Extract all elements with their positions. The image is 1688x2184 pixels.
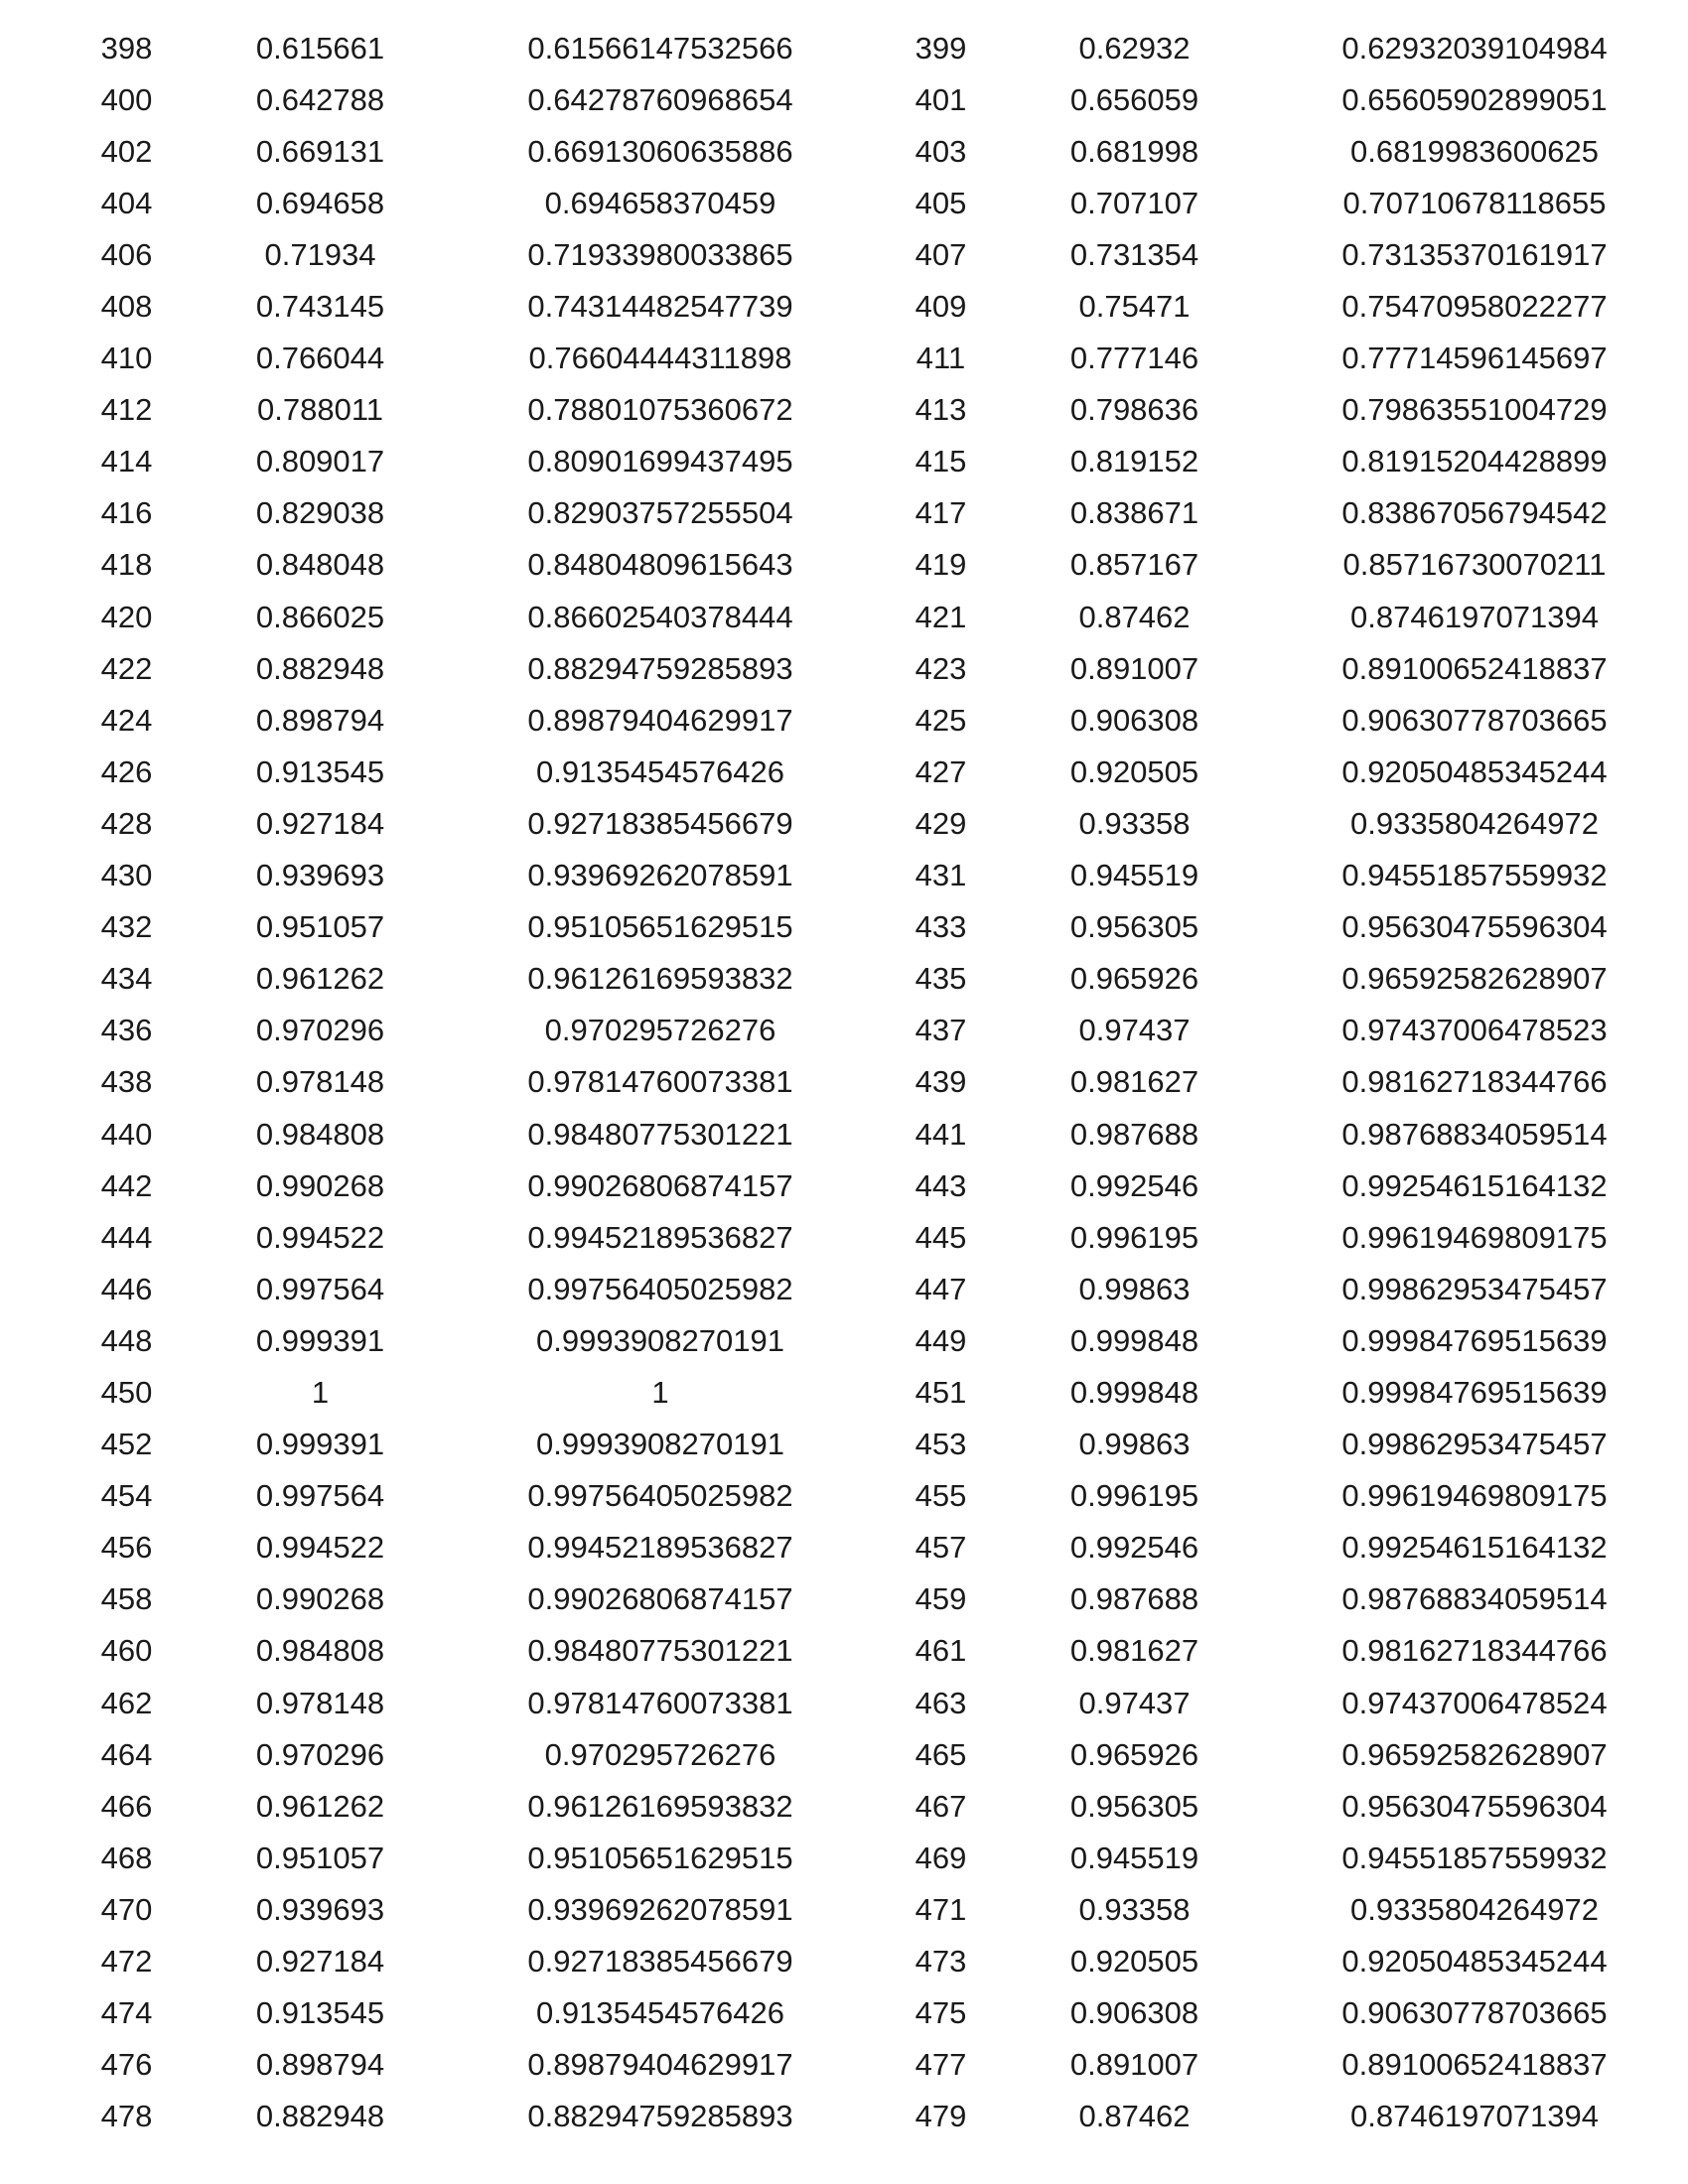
cell-left-long-value: 0.86602540378444 (527, 599, 793, 634)
cell-right-index: 411 (915, 341, 966, 376)
cell-right-long-value: 0.9335804264972 (1350, 805, 1599, 841)
cell-left-index: 408 (100, 289, 153, 325)
cell-left-long-value: 0.71933980033865 (527, 236, 793, 272)
cell-left-index: 418 (100, 547, 153, 583)
cell-right-short-value: 0.87462 (1078, 599, 1191, 634)
table-row (60, 539, 1688, 591)
cell-left-index: 458 (100, 1581, 153, 1617)
table-row (60, 1522, 1688, 1573)
cell-left-short-value: 0.939693 (255, 858, 385, 893)
cell-right-short-value: 0.62932 (1078, 30, 1191, 66)
cell-right-long-value: 0.97437006478524 (1341, 1685, 1608, 1720)
cell-right-index: 461 (914, 1633, 967, 1669)
cell-right-index: 433 (914, 909, 967, 945)
table-row (60, 1314, 1688, 1366)
cell-right-index: 445 (914, 1219, 967, 1255)
cell-right-index: 425 (914, 702, 967, 738)
cell-right-index: 403 (914, 133, 967, 169)
cell-right-index: 457 (914, 1530, 967, 1566)
cell-left-long-value: 0.95105651629515 (527, 1840, 793, 1875)
cell-right-long-value: 0.98162718344766 (1341, 1064, 1608, 1100)
cell-right-short-value: 0.999848 (1069, 1322, 1199, 1358)
cell-left-short-value: 0.898794 (255, 2047, 385, 2083)
table-row (60, 228, 1688, 280)
cell-left-index: 432 (100, 909, 153, 945)
cell-right-long-value: 0.8746197071394 (1350, 599, 1599, 634)
cell-right-long-value: 0.98768834059514 (1341, 1581, 1608, 1617)
cell-left-index: 464 (100, 1736, 153, 1772)
cell-right-long-value: 0.83867056794542 (1341, 495, 1608, 531)
cell-right-short-value: 0.891007 (1069, 650, 1199, 686)
table-row (60, 333, 1688, 384)
cell-right-short-value: 0.987688 (1069, 1116, 1199, 1152)
table-row (60, 1470, 1688, 1522)
cell-left-long-value: 0.98480775301221 (527, 1633, 793, 1669)
cell-left-long-value: 0.970295726276 (544, 1013, 776, 1048)
cell-left-short-value: 0.913545 (255, 1995, 385, 2031)
cell-left-long-value: 0.92718385456679 (527, 1944, 793, 1979)
table-row (60, 487, 1688, 539)
cell-left-short-value: 0.669131 (255, 133, 385, 169)
cell-right-index: 447 (914, 1271, 967, 1306)
cell-left-short-value: 0.829038 (255, 495, 385, 531)
cell-left-long-value: 0.76604444311898 (528, 341, 792, 376)
cell-right-index: 413 (914, 392, 967, 428)
table-row (60, 1883, 1688, 1935)
table-row (60, 1728, 1688, 1780)
cell-right-index: 427 (914, 753, 967, 789)
cell-left-long-value: 0.99756405025982 (527, 1478, 793, 1514)
table-row (60, 1005, 1688, 1056)
cell-right-short-value: 0.965926 (1069, 961, 1199, 997)
cell-right-short-value: 0.999848 (1069, 1374, 1199, 1410)
cell-left-index: 426 (100, 753, 153, 789)
cell-right-index: 409 (914, 289, 967, 325)
cell-left-short-value: 0.997564 (255, 1271, 385, 1306)
cell-left-index: 476 (100, 2047, 153, 2083)
cell-right-long-value: 0.62932039104984 (1341, 30, 1608, 66)
cell-right-index: 455 (914, 1478, 967, 1514)
cell-right-long-value: 0.99984769515639 (1341, 1322, 1608, 1358)
table-row (60, 850, 1688, 901)
cell-left-index: 460 (100, 1633, 153, 1669)
cell-right-long-value: 0.92050485345244 (1341, 1944, 1608, 1979)
cell-right-long-value: 0.79863551004729 (1341, 392, 1608, 428)
cell-left-long-value: 0.80901699437495 (527, 444, 793, 479)
cell-left-short-value: 0.970296 (255, 1013, 385, 1048)
cell-left-index: 446 (100, 1271, 153, 1306)
cell-left-short-value: 0.913545 (255, 753, 385, 789)
cell-left-index: 444 (100, 1219, 153, 1255)
cell-right-index: 423 (914, 650, 967, 686)
cell-right-long-value: 0.73135370161917 (1341, 236, 1608, 272)
cell-left-index: 442 (100, 1167, 153, 1203)
cell-right-long-value: 0.65605902899051 (1341, 81, 1608, 117)
cell-left-long-value: 0.88294759285893 (527, 650, 793, 686)
cell-left-short-value: 1 (311, 1374, 330, 1410)
cell-right-long-value: 0.85716730070211 (1342, 547, 1607, 583)
cell-left-short-value: 0.997564 (255, 1478, 385, 1514)
cell-left-short-value: 0.898794 (255, 702, 385, 738)
cell-left-index: 472 (100, 1944, 153, 1979)
cell-right-long-value: 0.6819983600625 (1350, 133, 1599, 169)
table-row (60, 1573, 1688, 1625)
cell-left-short-value: 0.694658 (255, 185, 385, 220)
table-row (60, 1211, 1688, 1263)
cell-left-long-value: 0.99026806874157 (527, 1581, 793, 1617)
cell-left-short-value: 0.927184 (255, 1944, 385, 1979)
cell-left-index: 412 (100, 392, 153, 428)
table-row (60, 694, 1688, 746)
table-row (60, 1160, 1688, 1211)
cell-left-index: 440 (100, 1116, 153, 1152)
cell-right-short-value: 0.97437 (1078, 1685, 1191, 1720)
cell-right-long-value: 0.96592582628907 (1341, 1736, 1608, 1772)
cell-right-index: 443 (914, 1167, 967, 1203)
cell-left-long-value: 0.97814760073381 (527, 1064, 793, 1100)
cell-left-index: 466 (100, 1788, 153, 1824)
cell-left-long-value: 0.96126169593832 (527, 961, 793, 997)
cell-right-long-value: 0.77714596145697 (1341, 341, 1608, 376)
cell-right-index: 401 (914, 81, 967, 117)
cell-right-long-value: 0.95630475596304 (1341, 909, 1608, 945)
cell-left-long-value: 0.66913060635886 (527, 133, 793, 169)
cell-right-long-value: 0.9335804264972 (1350, 1891, 1599, 1927)
cell-right-long-value: 0.81915204428899 (1341, 444, 1608, 479)
cell-right-short-value: 0.857167 (1069, 547, 1199, 583)
cell-left-short-value: 0.71934 (264, 236, 376, 272)
cell-left-long-value: 0.9135454576426 (536, 1995, 784, 2031)
cell-right-short-value: 0.777146 (1069, 341, 1199, 376)
cell-right-short-value: 0.996195 (1069, 1219, 1199, 1255)
cell-left-short-value: 0.927184 (255, 805, 385, 841)
cell-left-index: 402 (100, 133, 153, 169)
table-row (60, 1987, 1688, 2039)
cell-right-index: 465 (914, 1736, 967, 1772)
cell-left-long-value: 0.99756405025982 (527, 1271, 793, 1306)
cell-left-index: 416 (100, 495, 153, 531)
table-row (60, 2091, 1688, 2142)
cell-left-short-value: 0.990268 (255, 1581, 385, 1617)
cell-right-index: 467 (914, 1788, 967, 1824)
cell-right-short-value: 0.75471 (1078, 289, 1191, 325)
cell-right-index: 415 (914, 444, 967, 479)
cell-left-index: 410 (100, 341, 153, 376)
cell-left-index: 422 (100, 650, 153, 686)
cell-left-index: 474 (100, 1995, 153, 2031)
table-row (60, 22, 1688, 73)
cell-right-index: 407 (914, 236, 967, 272)
cell-left-index: 452 (100, 1427, 153, 1462)
table-row (60, 1677, 1688, 1728)
value-table-body (60, 22, 1688, 2142)
cell-left-long-value: 0.78801075360672 (527, 392, 793, 428)
cell-left-index: 468 (100, 1840, 153, 1875)
cell-right-short-value: 0.891007 (1069, 2047, 1199, 2083)
cell-left-short-value: 0.615661 (255, 30, 385, 66)
cell-left-index: 438 (100, 1064, 153, 1100)
cell-left-index: 420 (100, 599, 153, 634)
cell-left-long-value: 0.61566147532566 (527, 30, 793, 66)
cell-right-short-value: 0.99863 (1078, 1271, 1191, 1306)
cell-right-long-value: 0.89100652418837 (1341, 2047, 1608, 2083)
cell-right-long-value: 0.92050485345244 (1341, 753, 1608, 789)
cell-left-index: 448 (100, 1322, 153, 1358)
cell-left-index: 424 (100, 702, 153, 738)
cell-left-long-value: 0.9993908270191 (536, 1322, 784, 1358)
cell-left-short-value: 0.990268 (255, 1167, 385, 1203)
cell-left-short-value: 0.788011 (257, 392, 383, 428)
cell-left-long-value: 0.99452189536827 (527, 1530, 793, 1566)
cell-left-short-value: 0.984808 (255, 1116, 385, 1152)
cell-left-long-value: 0.89879404629917 (527, 2047, 793, 2083)
cell-right-short-value: 0.819152 (1069, 444, 1199, 479)
cell-left-index: 454 (100, 1478, 153, 1514)
cell-left-long-value: 0.96126169593832 (527, 1788, 793, 1824)
cell-left-short-value: 0.642788 (255, 81, 385, 117)
table-row (60, 901, 1688, 953)
cell-left-long-value: 0.93969262078591 (527, 858, 793, 893)
table-row (60, 280, 1688, 332)
cell-left-index: 462 (100, 1685, 153, 1720)
cell-left-long-value: 0.64278760968654 (527, 81, 793, 117)
cell-right-short-value: 0.99863 (1078, 1427, 1191, 1462)
table-row (60, 2039, 1688, 2091)
cell-left-index: 428 (100, 805, 153, 841)
table-row (60, 1625, 1688, 1677)
cell-right-short-value: 0.656059 (1069, 81, 1199, 117)
cell-right-short-value: 0.798636 (1069, 392, 1199, 428)
cell-left-short-value: 0.743145 (255, 289, 385, 325)
cell-left-long-value: 0.89879404629917 (527, 702, 793, 738)
cell-right-long-value: 0.99254615164132 (1341, 1167, 1608, 1203)
cell-left-short-value: 0.999391 (255, 1427, 385, 1462)
cell-right-short-value: 0.956305 (1069, 1788, 1199, 1824)
cell-right-short-value: 0.920505 (1069, 1944, 1199, 1979)
cell-right-index: 471 (914, 1891, 967, 1927)
cell-right-long-value: 0.96592582628907 (1341, 961, 1608, 997)
cell-right-long-value: 0.89100652418837 (1341, 650, 1608, 686)
cell-left-index: 414 (100, 444, 153, 479)
cell-left-short-value: 0.848048 (255, 547, 385, 583)
table-row (60, 125, 1688, 177)
cell-left-index: 450 (100, 1374, 153, 1410)
cell-left-long-value: 0.92718385456679 (527, 805, 793, 841)
cell-right-short-value: 0.992546 (1069, 1530, 1199, 1566)
cell-right-index: 419 (914, 547, 967, 583)
value-table (60, 22, 1688, 2142)
cell-left-long-value: 0.694658370459 (544, 185, 776, 220)
cell-right-index: 421 (914, 599, 967, 634)
cell-right-index: 479 (914, 2099, 967, 2134)
cell-left-short-value: 0.882948 (255, 2099, 385, 2134)
cell-right-long-value: 0.99254615164132 (1341, 1530, 1608, 1566)
cell-right-long-value: 0.97437006478523 (1341, 1013, 1608, 1048)
cell-right-short-value: 0.996195 (1069, 1478, 1199, 1514)
cell-left-index: 406 (100, 236, 153, 272)
table-row (60, 1366, 1688, 1418)
cell-right-long-value: 0.99862953475457 (1341, 1427, 1608, 1462)
table-row (60, 436, 1688, 487)
cell-left-index: 398 (100, 30, 153, 66)
table-row (60, 746, 1688, 797)
table-row (60, 1780, 1688, 1832)
cell-right-index: 437 (914, 1013, 967, 1048)
table-row (60, 591, 1688, 642)
cell-right-short-value: 0.838671 (1069, 495, 1199, 531)
cell-right-short-value: 0.945519 (1069, 858, 1199, 893)
cell-right-long-value: 0.70710678118655 (1342, 185, 1607, 220)
cell-right-short-value: 0.945519 (1069, 1840, 1199, 1875)
cell-right-index: 417 (914, 495, 967, 531)
cell-right-short-value: 0.981627 (1069, 1064, 1199, 1100)
cell-right-short-value: 0.93358 (1078, 1891, 1191, 1927)
cell-left-long-value: 0.82903757255504 (527, 495, 793, 531)
cell-left-short-value: 0.970296 (255, 1736, 385, 1772)
cell-left-long-value: 0.970295726276 (544, 1736, 776, 1772)
table-row (60, 1263, 1688, 1314)
cell-right-short-value: 0.906308 (1069, 1995, 1199, 2031)
cell-left-short-value: 0.984808 (255, 1633, 385, 1669)
cell-right-index: 475 (914, 1995, 967, 2031)
cell-right-index: 441 (914, 1116, 967, 1152)
cell-left-long-value: 0.95105651629515 (527, 909, 793, 945)
cell-left-index: 478 (100, 2099, 153, 2134)
cell-left-short-value: 0.978148 (255, 1064, 385, 1100)
cell-right-index: 463 (914, 1685, 967, 1720)
cell-right-short-value: 0.965926 (1069, 1736, 1199, 1772)
table-row (60, 1935, 1688, 1986)
cell-right-short-value: 0.906308 (1069, 702, 1199, 738)
cell-right-long-value: 0.98162718344766 (1341, 1633, 1608, 1669)
cell-left-long-value: 0.99026806874157 (527, 1167, 793, 1203)
cell-left-long-value: 0.84804809615643 (527, 547, 793, 583)
table-row (60, 1056, 1688, 1108)
cell-left-long-value: 0.99452189536827 (527, 1219, 793, 1255)
cell-left-short-value: 0.961262 (255, 1788, 385, 1824)
cell-left-short-value: 0.999391 (255, 1322, 385, 1358)
table-row (60, 1419, 1688, 1470)
cell-right-short-value: 0.707107 (1069, 185, 1199, 220)
cell-right-index: 435 (914, 961, 967, 997)
cell-right-short-value: 0.93358 (1078, 805, 1191, 841)
cell-left-long-value: 0.98480775301221 (527, 1116, 793, 1152)
cell-right-long-value: 0.99862953475457 (1341, 1271, 1608, 1306)
table-row (60, 1108, 1688, 1160)
cell-right-long-value: 0.95630475596304 (1341, 1788, 1608, 1824)
cell-left-short-value: 0.939693 (255, 1891, 385, 1927)
table-row (60, 797, 1688, 849)
cell-left-index: 400 (100, 81, 153, 117)
cell-right-index: 451 (914, 1374, 967, 1410)
table-row (60, 177, 1688, 228)
cell-left-index: 430 (100, 858, 153, 893)
cell-left-index: 434 (100, 961, 153, 997)
cell-right-short-value: 0.992546 (1069, 1167, 1199, 1203)
cell-right-index: 405 (914, 185, 967, 220)
cell-right-long-value: 0.98768834059514 (1341, 1116, 1608, 1152)
cell-right-index: 477 (914, 2047, 967, 2083)
cell-left-short-value: 0.951057 (255, 909, 385, 945)
cell-left-short-value: 0.766044 (255, 341, 385, 376)
cell-right-long-value: 0.75470958022277 (1341, 289, 1608, 325)
table-row (60, 953, 1688, 1005)
cell-right-index: 429 (914, 805, 967, 841)
cell-left-short-value: 0.866025 (255, 599, 385, 634)
cell-right-index: 431 (914, 858, 967, 893)
cell-left-short-value: 0.961262 (255, 961, 385, 997)
cell-left-long-value: 0.88294759285893 (527, 2099, 793, 2134)
cell-left-long-value: 0.9135454576426 (536, 753, 784, 789)
cell-left-short-value: 0.951057 (255, 1840, 385, 1875)
table-row (60, 73, 1688, 125)
cell-right-short-value: 0.97437 (1078, 1013, 1191, 1048)
cell-right-long-value: 0.94551857559932 (1341, 858, 1608, 893)
cell-left-short-value: 0.994522 (255, 1219, 385, 1255)
cell-right-long-value: 0.94551857559932 (1341, 1840, 1608, 1875)
table-row (60, 384, 1688, 436)
cell-left-long-value: 1 (651, 1374, 669, 1410)
cell-left-short-value: 0.809017 (255, 444, 385, 479)
cell-right-index: 473 (914, 1944, 967, 1979)
cell-right-long-value: 0.99619469809175 (1341, 1478, 1608, 1514)
cell-right-long-value: 0.90630778703665 (1341, 1995, 1608, 2031)
cell-right-long-value: 0.90630778703665 (1341, 702, 1608, 738)
cell-left-short-value: 0.978148 (255, 1685, 385, 1720)
cell-right-index: 399 (914, 30, 967, 66)
cell-left-index: 404 (100, 185, 153, 220)
cell-left-long-value: 0.97814760073381 (527, 1685, 793, 1720)
table-row (60, 642, 1688, 694)
cell-right-long-value: 0.8746197071394 (1350, 2099, 1599, 2134)
cell-right-index: 469 (914, 1840, 967, 1875)
cell-right-short-value: 0.987688 (1069, 1581, 1199, 1617)
cell-right-long-value: 0.99619469809175 (1341, 1219, 1608, 1255)
cell-left-long-value: 0.9993908270191 (536, 1427, 784, 1462)
cell-right-short-value: 0.981627 (1069, 1633, 1199, 1669)
table-row (60, 1832, 1688, 1883)
cell-right-index: 439 (914, 1064, 967, 1100)
cell-left-short-value: 0.994522 (255, 1530, 385, 1566)
cell-right-index: 459 (914, 1581, 967, 1617)
cell-left-index: 436 (100, 1013, 153, 1048)
cell-right-index: 453 (914, 1427, 967, 1462)
cell-right-short-value: 0.731354 (1069, 236, 1199, 272)
cell-right-index: 449 (914, 1322, 967, 1358)
cell-right-short-value: 0.920505 (1069, 753, 1199, 789)
cell-left-long-value: 0.93969262078591 (527, 1891, 793, 1927)
cell-left-index: 470 (100, 1891, 153, 1927)
cell-left-long-value: 0.74314482547739 (527, 289, 793, 325)
cell-left-short-value: 0.882948 (255, 650, 385, 686)
cell-left-index: 456 (100, 1530, 153, 1566)
cell-right-short-value: 0.681998 (1069, 133, 1199, 169)
cell-right-long-value: 0.99984769515639 (1341, 1374, 1608, 1410)
cell-right-short-value: 0.87462 (1078, 2099, 1191, 2134)
cell-right-short-value: 0.956305 (1069, 909, 1199, 945)
